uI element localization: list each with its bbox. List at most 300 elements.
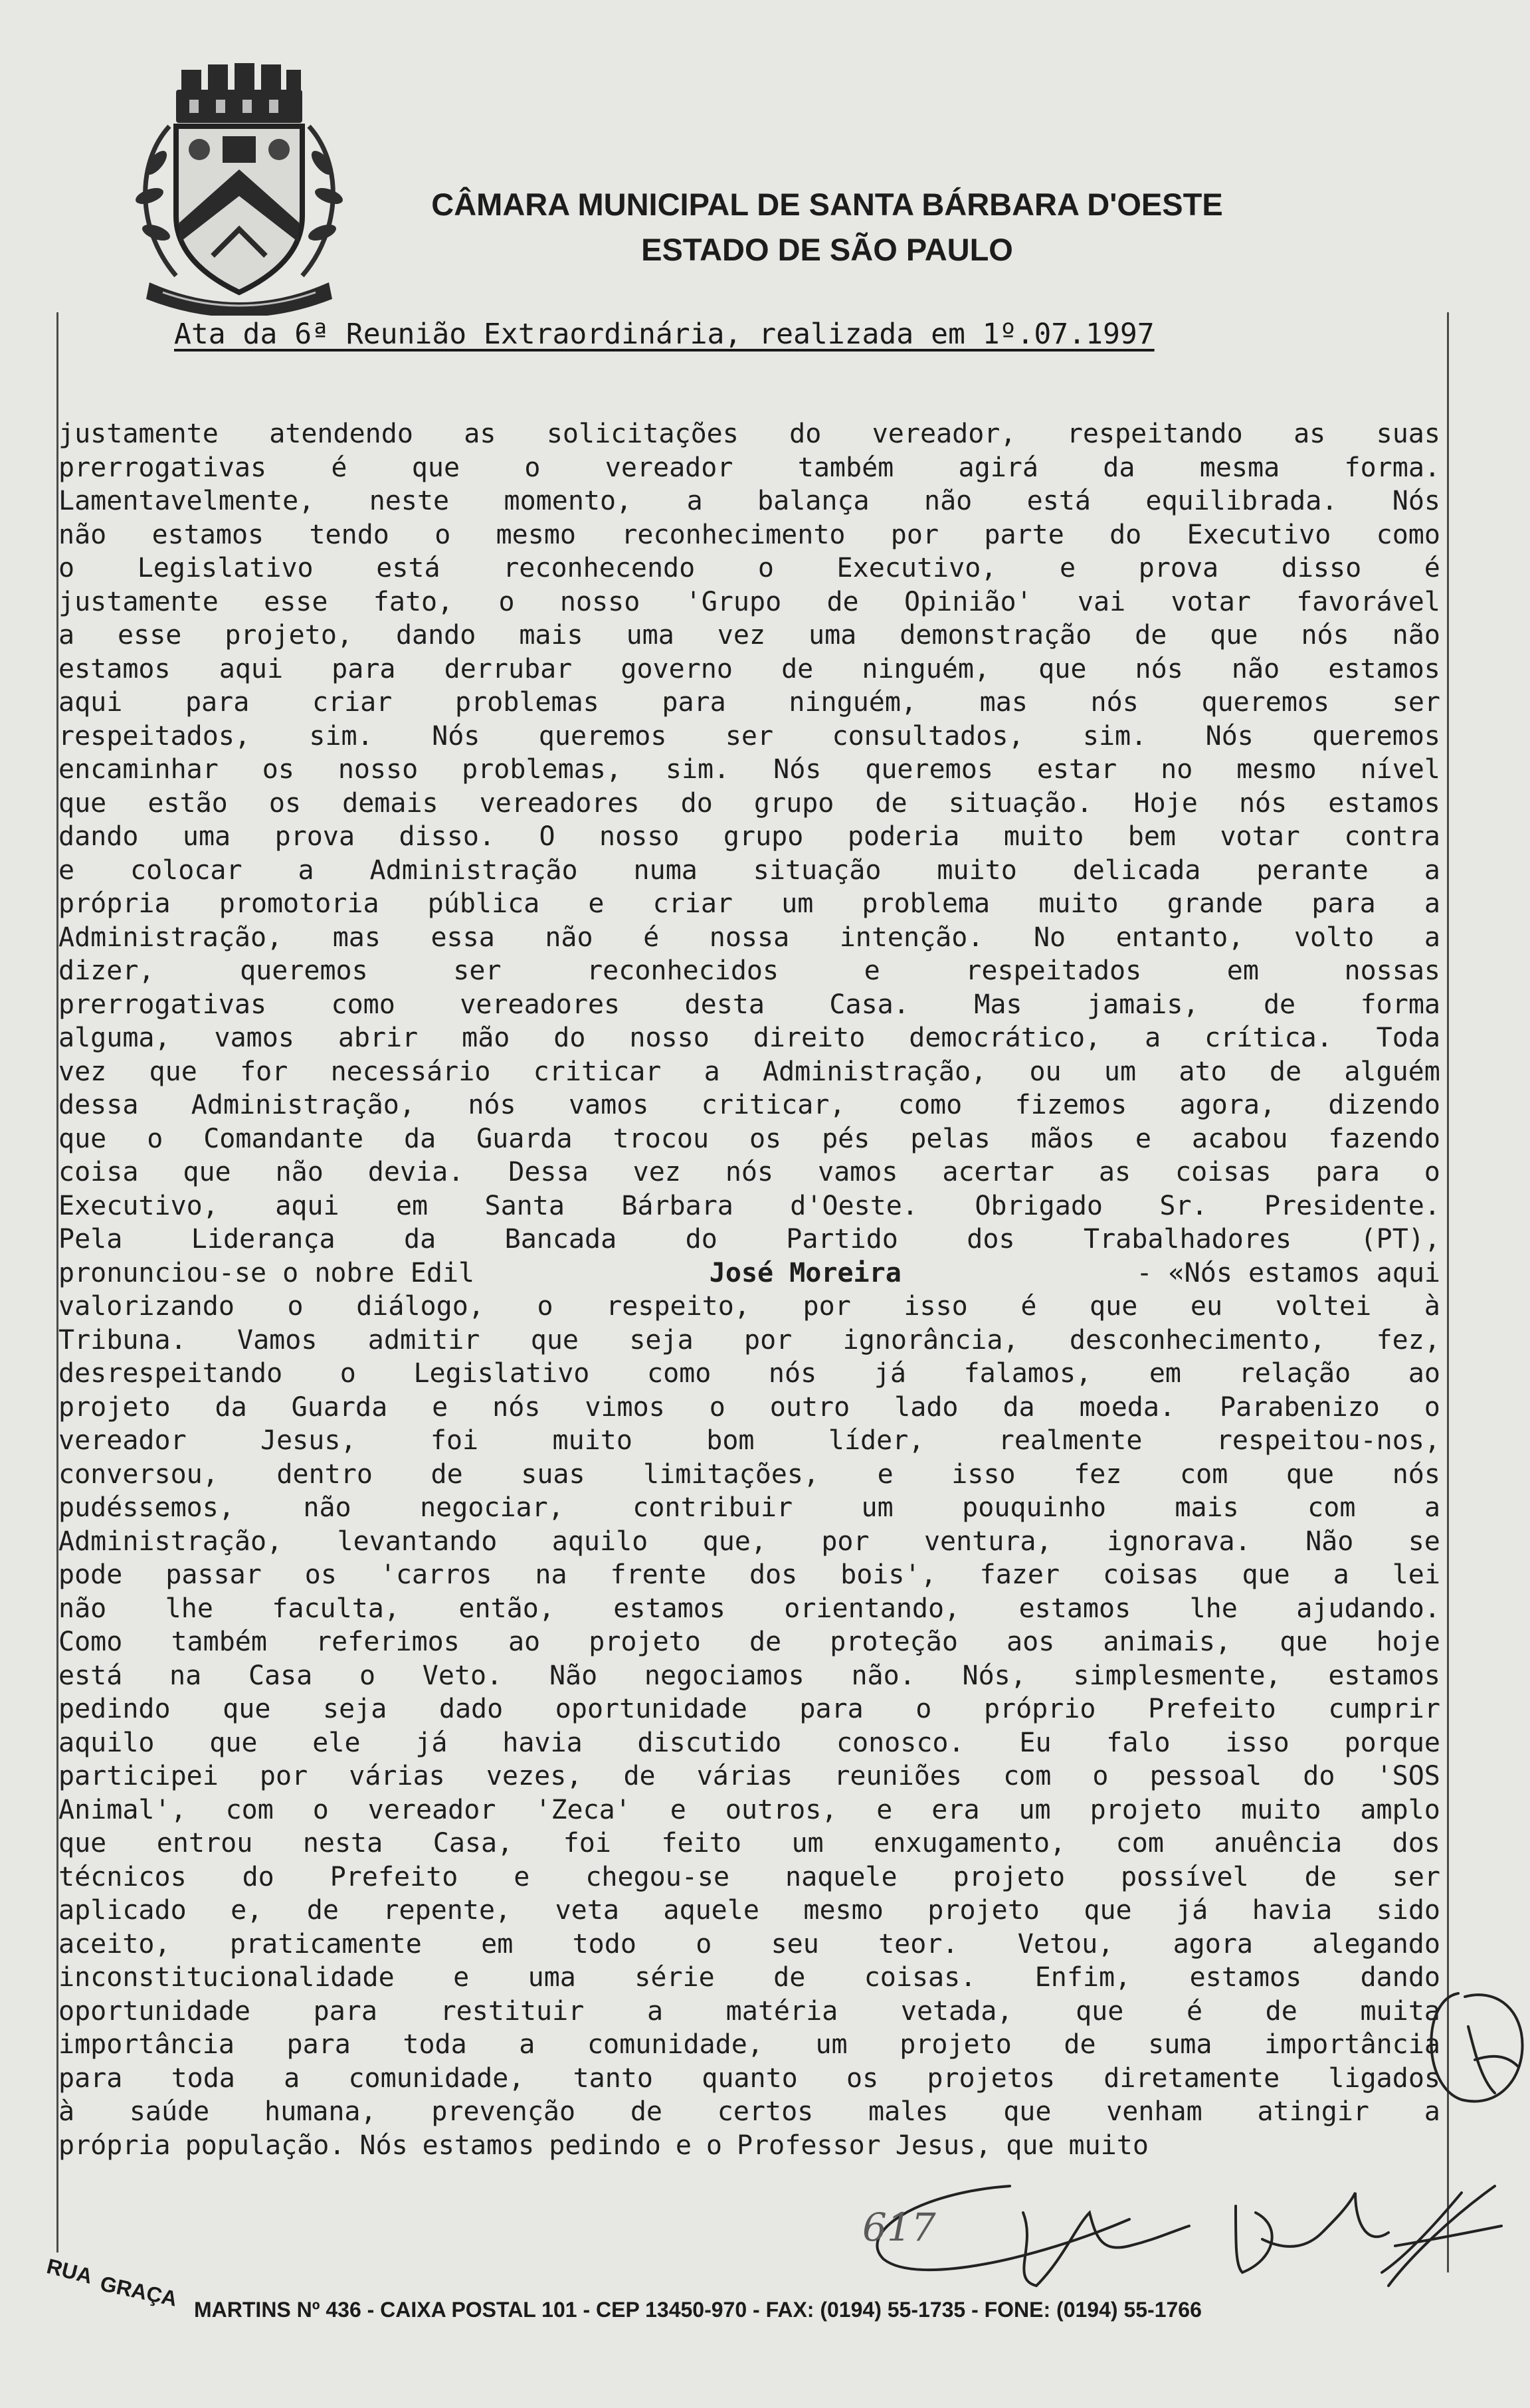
word: prerrogativas (58, 452, 267, 483)
body-line (58, 820, 1440, 854)
word: e (670, 1794, 686, 1825)
word: tanto (573, 2062, 654, 2094)
word: anuência (1214, 1828, 1343, 1858)
word: grupo (723, 821, 804, 852)
footer-contact-line: MARTINS Nº 436 - CAIXA POSTAL 101 - CEP 13450-970 - FAX: (0194) 55-1735 - FONE: (0194) 55-1766 (194, 2298, 1202, 2322)
word: do (1303, 1761, 1335, 1791)
word: também (171, 1627, 267, 1657)
word: aquilo (58, 1727, 155, 1758)
word: alguém (1344, 1056, 1440, 1087)
word: Obrigado (975, 1190, 1103, 1221)
word: que (183, 1157, 231, 1187)
word: vereador (367, 1794, 496, 1825)
word: coisas (1103, 1559, 1199, 1590)
speaker-name: José Moreira (709, 1257, 902, 1288)
word: que, (702, 1526, 767, 1557)
word: da (403, 1224, 436, 1254)
word: de (430, 1458, 463, 1490)
word: com (1307, 1492, 1356, 1523)
word: ignorância, (842, 1324, 1019, 1355)
word: um (815, 2029, 848, 2060)
body-line (58, 1995, 1440, 2029)
word: a (284, 2062, 300, 2094)
body-line (58, 1525, 1440, 1559)
word: Jesus, (260, 1425, 357, 1456)
word: o (706, 2130, 722, 2161)
word: atingir (1257, 2096, 1370, 2127)
word: aplicado (58, 1895, 187, 1926)
word: como (331, 989, 395, 1020)
word: Não (549, 1660, 598, 1691)
word: valorizando (58, 1291, 235, 1322)
word: Comandante (203, 1123, 364, 1154)
word: Casa, (432, 1828, 514, 1858)
word: democrático, (909, 1023, 1101, 1053)
word: Jesus, (895, 2130, 992, 2161)
body-line (58, 585, 1440, 619)
word: Prefeito (1148, 1694, 1276, 1724)
word: pouquinho (962, 1492, 1106, 1523)
word: de (630, 2096, 663, 2127)
word: No (1033, 922, 1066, 953)
word: que (1003, 2096, 1052, 2127)
word: referimos (316, 1627, 460, 1657)
word: que (1286, 1458, 1335, 1490)
word: muito (1003, 821, 1084, 852)
word: que (411, 452, 460, 483)
word: aquele (663, 1895, 759, 1926)
word: Prefeito (330, 1861, 458, 1892)
word: desconhecimento, (1069, 1324, 1326, 1355)
word: aquilo (551, 1526, 648, 1557)
word: lei (1392, 1559, 1440, 1590)
word: que (1090, 1291, 1138, 1322)
body-line (58, 1625, 1440, 1659)
body-line (58, 1592, 1440, 1626)
word: um (1018, 1794, 1051, 1825)
word: para (662, 687, 726, 718)
word: Casa (248, 1660, 313, 1691)
word: estamos (1328, 653, 1440, 684)
word: dando (395, 620, 476, 651)
word: já (874, 1358, 906, 1389)
body-line (58, 1827, 1440, 1860)
word: direito (753, 1023, 866, 1053)
word: mesmo (803, 1895, 884, 1926)
word: do (242, 1861, 274, 1892)
word: todo (572, 1928, 636, 1959)
body-line (58, 1223, 1440, 1256)
word: contra (1344, 821, 1440, 852)
word: entanto, (1115, 922, 1244, 953)
word: Executivo, (58, 1190, 219, 1221)
word: respeitados (965, 955, 1142, 986)
word: Animal', (58, 1794, 187, 1825)
footer-street-part-b: GRAÇA (98, 2271, 179, 2311)
word: projeto (953, 1861, 1066, 1892)
word: e (453, 1962, 470, 1993)
word: na (169, 1660, 202, 1691)
body-line (58, 1793, 1440, 1827)
word: acertar (942, 1157, 1054, 1187)
word: Enfim, (1034, 1962, 1131, 1993)
word: Vetou, (1017, 1928, 1114, 1959)
word: restituir (440, 1995, 585, 2027)
body-line (58, 1491, 1440, 1525)
word: 'Zeca' (535, 1794, 631, 1825)
word: muita (1360, 1995, 1440, 2027)
word: projetos (927, 2062, 1056, 2094)
word: à (1424, 1291, 1440, 1322)
body-line (58, 1122, 1440, 1156)
word: as (464, 419, 496, 449)
word: para (332, 653, 396, 684)
word: vereadores (460, 989, 621, 1020)
body-line (58, 1055, 1440, 1089)
word: da (1103, 452, 1135, 483)
word: vez (632, 1157, 681, 1187)
word: fazer (979, 1559, 1060, 1590)
word: não. (851, 1660, 915, 1691)
word: respeitou-nos, (1216, 1425, 1440, 1456)
word: pedindo (58, 1694, 171, 1724)
word: por (890, 519, 939, 550)
word: sim. (1082, 720, 1147, 752)
word: ventura, (923, 1526, 1052, 1557)
word: delicada (1072, 854, 1201, 886)
word: aqui (219, 653, 284, 684)
word: Vamos (237, 1324, 318, 1355)
word: ninguém, (862, 653, 991, 684)
word: isso (951, 1458, 1016, 1490)
word: repente, (383, 1895, 512, 1926)
word: queremos (240, 955, 368, 986)
word: para (313, 1995, 377, 2027)
word: nós (1392, 1458, 1440, 1490)
word: votar (1171, 586, 1251, 617)
word: nosso (337, 754, 419, 785)
word: várias (349, 1761, 445, 1791)
word: da (1003, 1391, 1035, 1423)
word: e (432, 1391, 448, 1423)
body-line (58, 1860, 1440, 1894)
word: comunidade, (587, 2029, 763, 2060)
word: estão (147, 787, 228, 819)
word: ser (1392, 687, 1440, 718)
word: animais, (1103, 1627, 1232, 1657)
word: não (545, 922, 593, 953)
word: diálogo, (356, 1291, 484, 1322)
word: mais (519, 620, 583, 651)
word: vai (1077, 586, 1126, 617)
word: vamos (818, 1157, 898, 1187)
word: como (898, 1090, 963, 1120)
word: é (643, 922, 660, 953)
word: (PT), (1360, 1224, 1440, 1254)
word: não (303, 1492, 351, 1523)
word: de (781, 653, 814, 684)
word: queremos (1201, 687, 1330, 718)
body-line (58, 954, 1440, 988)
word: um (791, 1828, 824, 1858)
word: a (686, 486, 703, 516)
word: fez, (1376, 1324, 1440, 1355)
word: é (1186, 1995, 1203, 2027)
word: Presidente. (1264, 1190, 1440, 1221)
word: e (1059, 553, 1076, 583)
word: oportunidade (555, 1694, 747, 1724)
word: o (709, 1391, 725, 1423)
word: respeitando (1066, 419, 1243, 449)
body-line (58, 921, 1440, 955)
word: Trabalhadores (1084, 1224, 1292, 1254)
word: várias (696, 1761, 793, 1791)
body-line (58, 619, 1440, 652)
word: que (1084, 1895, 1132, 1926)
body-line (58, 2095, 1440, 2129)
word: Lamentavelmente, (58, 486, 315, 516)
word: havia (1252, 1895, 1333, 1926)
word: criar (312, 687, 393, 718)
word: justamente (58, 586, 219, 617)
word: em (481, 1928, 514, 1959)
body-line (58, 552, 1440, 585)
word: grande (1167, 888, 1264, 919)
word: projeto (927, 1895, 1040, 1926)
word: participei (58, 1761, 219, 1791)
word: o (359, 1660, 376, 1691)
word: Nós (1392, 486, 1440, 516)
word: que (1006, 2130, 1054, 2161)
word: com (1115, 1828, 1164, 1858)
word: a (646, 1995, 664, 2027)
body-line (58, 417, 1440, 451)
word: o (434, 519, 451, 550)
word: Executivo, (836, 553, 997, 583)
word: vereador, (872, 419, 1016, 449)
word: negociamos (644, 1660, 805, 1691)
word: Como (58, 1627, 123, 1657)
word: coisa (58, 1157, 139, 1187)
word: essa (430, 922, 495, 953)
word: uma (809, 620, 857, 651)
word: em (1226, 955, 1259, 986)
footer-address (44, 2246, 1508, 2339)
word: e (588, 888, 605, 919)
word: dado (438, 1694, 504, 1724)
word: a (1424, 1492, 1440, 1523)
word: nosso (599, 821, 680, 852)
word: a (1424, 888, 1440, 919)
state-name: ESTADO DE SÃO PAULO (641, 232, 1013, 267)
word: estamos (422, 2130, 535, 2161)
body-line (58, 518, 1440, 552)
word: população. (185, 2130, 345, 2161)
word: vez (717, 620, 766, 651)
word: e (864, 955, 880, 986)
body-line (58, 1726, 1440, 1760)
body-line (58, 1088, 1440, 1122)
word: os (268, 787, 302, 819)
word: pessoal (1149, 1761, 1262, 1791)
word: projeto (900, 2029, 1012, 2060)
word: balança (757, 486, 870, 516)
body-line (58, 451, 1440, 485)
word: bois', (840, 1559, 937, 1590)
word: o (287, 1291, 304, 1322)
word: dos (967, 1224, 1015, 1254)
word: vez (58, 1056, 107, 1087)
word: de (773, 1962, 806, 1993)
word: demais (342, 787, 438, 819)
body-line (58, 1021, 1440, 1055)
word: nós (768, 1358, 817, 1389)
word: dizer, (58, 955, 155, 986)
word: dessa (58, 1090, 139, 1120)
word: por (803, 1291, 851, 1322)
word: queremos (865, 754, 993, 785)
word: os (749, 1123, 782, 1154)
word: pedindo (549, 2130, 661, 2161)
word: muito (937, 854, 1017, 886)
word: nós (1135, 653, 1183, 684)
word: que (1280, 1627, 1328, 1657)
word: d'Oeste. (790, 1190, 918, 1221)
word: for (240, 1056, 288, 1087)
body-line (58, 1458, 1440, 1492)
word: relação (1238, 1358, 1351, 1389)
word: comunidade, (348, 2062, 525, 2094)
word: Hoje (1133, 787, 1198, 819)
word: neste (369, 486, 450, 516)
word: crítica. (1204, 1023, 1333, 1053)
word: do (1109, 519, 1142, 550)
word: toda (403, 2029, 467, 2060)
word: Legislativo (413, 1358, 590, 1389)
word: Guarda (291, 1391, 388, 1423)
word: Parabenizo (1220, 1391, 1380, 1423)
word: pública (427, 888, 540, 919)
word: isso (1225, 1727, 1290, 1758)
word: coisas. (864, 1962, 977, 1993)
word: seu (771, 1928, 819, 1959)
word: tendo (309, 519, 389, 550)
word: dos (749, 1559, 798, 1590)
word: estamos (613, 1593, 725, 1624)
word: reuniões (834, 1761, 962, 1791)
word: mão (462, 1023, 510, 1053)
word: justamente (58, 419, 219, 449)
word: líder, (828, 1425, 925, 1456)
word: governo (621, 653, 733, 684)
word: e (877, 1458, 894, 1490)
word: diretamente (1103, 2062, 1280, 2094)
body-line (58, 887, 1440, 921)
word: criar (652, 888, 733, 919)
word: muito (552, 1425, 632, 1456)
word: para (1311, 888, 1376, 919)
word: ser (725, 720, 774, 752)
word: voltei (1275, 1291, 1372, 1322)
word: o (915, 1694, 932, 1724)
word: poderia (847, 821, 960, 852)
word: Legislativo (137, 553, 314, 583)
word: suas (1376, 419, 1440, 449)
word: problema (862, 888, 991, 919)
word: do (685, 1224, 717, 1254)
word: chegou-se (585, 1861, 730, 1892)
word: uma (626, 620, 674, 651)
word: Liderança (191, 1224, 335, 1254)
word: de (875, 787, 908, 819)
word: o (537, 1291, 553, 1322)
word: alguma, (58, 1023, 171, 1053)
word: situação (753, 854, 882, 886)
word: 'SOS (1376, 1761, 1440, 1791)
word: saúde (129, 2096, 210, 2127)
word: Nós (773, 754, 822, 785)
word: os (304, 1559, 337, 1590)
word: no (1161, 754, 1193, 785)
word: mais (1175, 1492, 1239, 1523)
word: ele (312, 1727, 361, 1758)
body-line (58, 2129, 1440, 2163)
word: nível (1360, 754, 1440, 785)
word: Não (1305, 1526, 1354, 1557)
word: não (58, 519, 107, 550)
word: forma (1360, 989, 1440, 1020)
word: isso (904, 1291, 968, 1322)
word: técnicos (58, 1861, 187, 1892)
word: prova (274, 821, 355, 852)
word: a (519, 2029, 535, 2060)
body-line (58, 2028, 1440, 2062)
word: em (395, 1190, 429, 1221)
word: problemas (455, 687, 599, 718)
word: de (306, 1895, 339, 1926)
minutes-title: Ata da 6ª Reunião Extraordinária, realizada em 1º.07.1997 (174, 318, 1155, 351)
word: Nós, (962, 1660, 1026, 1691)
word: não (58, 1593, 107, 1624)
word: aceito, (58, 1928, 171, 1959)
word: Partido (786, 1224, 898, 1254)
body-line (58, 988, 1440, 1022)
word: votar (1220, 821, 1300, 852)
word: que (58, 1123, 107, 1154)
word: nosso (559, 586, 640, 617)
word: como (1376, 519, 1440, 550)
word: vimos (585, 1391, 665, 1423)
word: nós (468, 1090, 516, 1120)
word: ser (1392, 1861, 1440, 1892)
word: o (524, 452, 541, 483)
word: também (797, 452, 894, 483)
word: suas (521, 1458, 585, 1490)
word: era (931, 1794, 980, 1825)
word: e (1135, 1123, 1151, 1154)
body-line (58, 1290, 1440, 1324)
word: já (415, 1727, 448, 1758)
word: o (1424, 1391, 1440, 1423)
word: ou (1029, 1056, 1062, 1087)
word: cumprir (1328, 1694, 1440, 1724)
word: de (1064, 2029, 1096, 2060)
word: teor. (878, 1928, 959, 1959)
word: solicitações (546, 419, 739, 449)
word: nós (1090, 687, 1139, 718)
word: momento, (504, 486, 632, 516)
word: criticar, (701, 1090, 846, 1120)
